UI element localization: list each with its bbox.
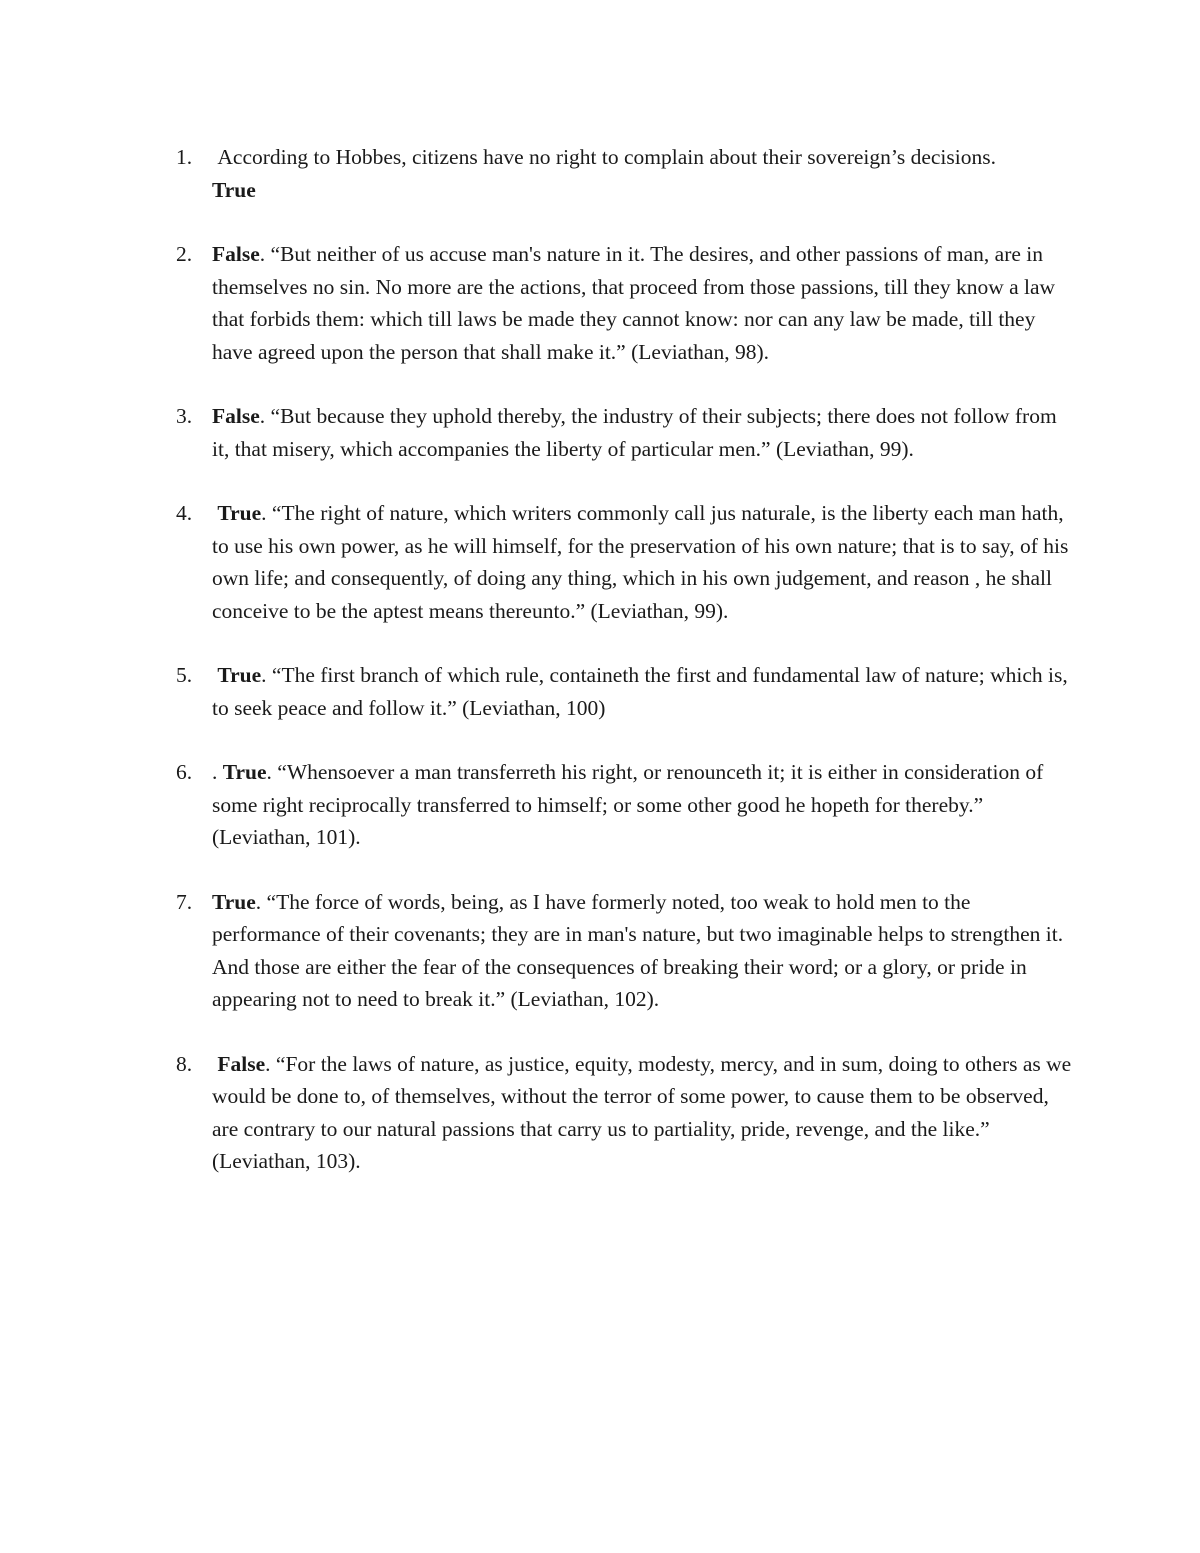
item-verdict: True bbox=[222, 760, 267, 784]
item-verdict: True bbox=[212, 889, 256, 914]
item-text: . “For the laws of nature, as justice, equity, modesty, mercy, and in sum, doing to others as we would be done to, of themselves, without the terror of some power, to cause them to be observed, are contrary to our natural passions that carry us to partiality, pride, revenge, and the like.” (Leviathan, 103). bbox=[212, 1051, 1072, 1173]
item-verdict: False bbox=[212, 242, 260, 266]
item-text: . “The right of nature, which writers commonly call jus naturale, is the liberty each man hath, to use his own power, as he will himself, for the preservation of his own nature; that is to say, of his own life; and consequently, of doing any thing, which in his own judgement, and reason , he shall conceive to be the aptest means thereunto.” (Leviathan, 99). bbox=[212, 501, 1069, 623]
item-number: 7. bbox=[176, 889, 193, 914]
item-text: . “But because they uphold thereby, the industry of their subjects; there does not follow from it, that misery, which accompanies the liberty of particular men.” (Leviathan, 99). bbox=[212, 404, 1057, 461]
list-item-3 bbox=[176, 400, 1076, 465]
list-item-2 bbox=[176, 238, 1076, 368]
list-item-8 bbox=[176, 1048, 1076, 1178]
list-item-4 bbox=[176, 497, 1076, 627]
item-number: 6. bbox=[176, 760, 193, 784]
item-number: 5. bbox=[176, 663, 193, 687]
item-number: 2. bbox=[176, 242, 193, 266]
list-item-1 bbox=[176, 141, 1076, 206]
item-number: 4. bbox=[176, 501, 193, 525]
item-number: 1. bbox=[176, 145, 193, 169]
item-verdict: True bbox=[217, 663, 262, 687]
list-item-7 bbox=[176, 886, 1076, 1016]
answer-list bbox=[176, 141, 1076, 1210]
list-item-5 bbox=[176, 659, 1076, 724]
list-item-6 bbox=[176, 756, 1076, 854]
item-verdict: True bbox=[212, 177, 256, 202]
item-question: According to Hobbes, citizens have no right to complain about their sovereign’s decisions. bbox=[212, 145, 996, 169]
item-number: 3. bbox=[176, 404, 193, 428]
item-text: . “But neither of us accuse man's nature in it. The desires, and other passions of man, are in themselves no sin. No more are the actions, that proceed from those passions, till they know a law that forbids them: which till laws be made they cannot know: nor can any law be made, till they have agreed upon the person that shall make it.” (Leviathan, 98). bbox=[212, 242, 1056, 364]
item-text: . “Whensoever a man transferreth his right, or renounceth it; it is either in consideration of some right reciprocally transferred to himself; or some other good he hopeth for thereby.” (Leviathan, 101). bbox=[212, 760, 1044, 849]
item-number: 8. bbox=[176, 1051, 193, 1076]
item-lead: . bbox=[212, 760, 223, 784]
item-text: . “The first branch of which rule, containeth the first and fundamental law of nature; which is, to seek peace and follow it.” (Leviathan, 100) bbox=[212, 663, 1068, 720]
item-text: . “The force of words, being, as I have formerly noted, too weak to hold men to the performance of their covenants; they are in man's nature, but two imaginable helps to strengthen it. And those are either the fear of the consequences of breaking their word; or a glory, or pride in appearing not to need to break it.” (Leviathan, 102). bbox=[212, 889, 1064, 1011]
item-verdict: True bbox=[217, 501, 262, 525]
item-verdict: False bbox=[212, 404, 260, 428]
item-verdict: False bbox=[217, 1051, 266, 1076]
